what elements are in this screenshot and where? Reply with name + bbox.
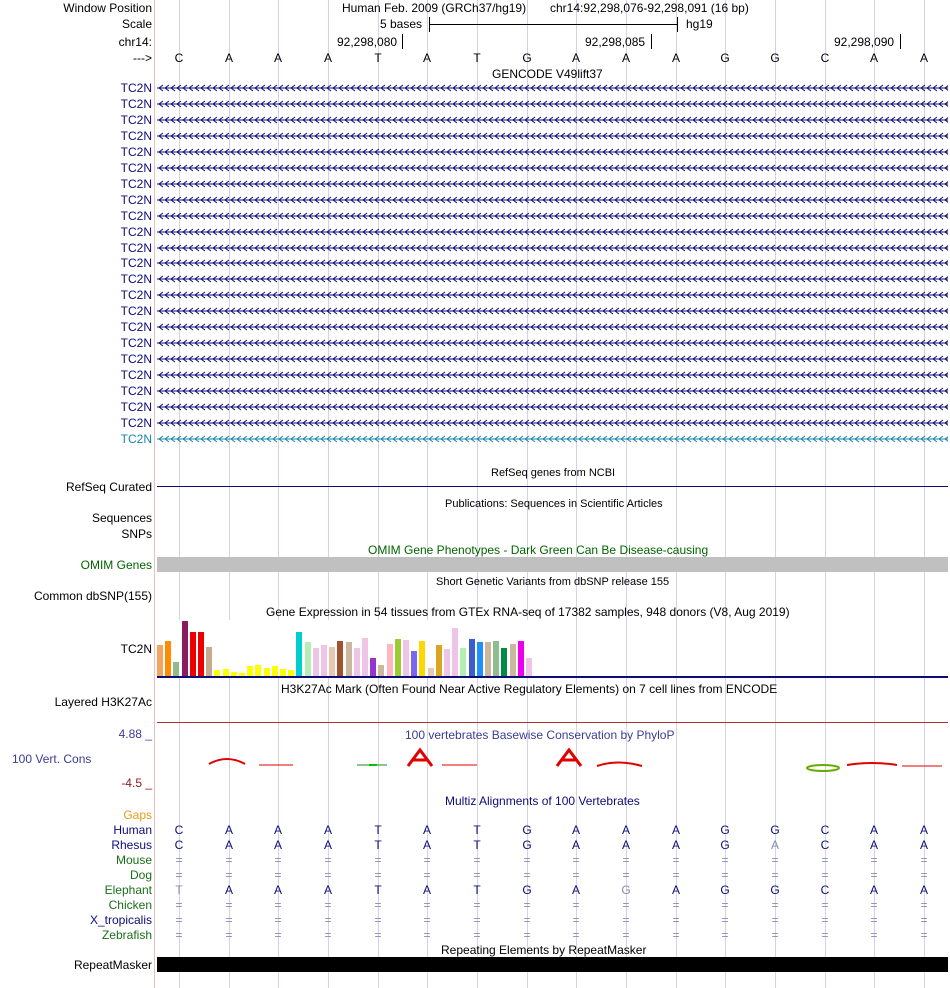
tick-label-1: 92,298,080: [337, 35, 398, 49]
dna-base: G: [720, 51, 730, 65]
gtex-tissue-bar[interactable]: [305, 642, 311, 676]
alignment-base: =: [423, 868, 431, 882]
alignment-base: =: [721, 868, 729, 882]
alignment-base: =: [175, 868, 183, 882]
phylop-peak-2: [408, 750, 432, 766]
alignment-base: =: [324, 868, 332, 882]
alignment-base: =: [672, 868, 680, 882]
alignment-base: A: [919, 823, 928, 837]
phylop-dip-1: [807, 765, 839, 771]
gtex-tissue-bar[interactable]: [329, 647, 335, 676]
alignment-base: =: [175, 853, 183, 867]
tick-mark-2: [651, 34, 652, 49]
gencode-transcript-line[interactable]: [157, 352, 948, 366]
gencode-transcript-line[interactable]: [157, 145, 948, 159]
alignment-base: =: [920, 913, 928, 927]
alignment-base: A: [273, 838, 282, 852]
dna-base: A: [422, 51, 431, 65]
species-label-elephant[interactable]: Elephant: [104, 883, 152, 897]
omim-track-title[interactable]: OMIM Gene Phenotypes - Dark Green Can Be Disease-causing: [368, 543, 709, 557]
alignment-base: =: [622, 913, 630, 927]
gtex-tissue-bar[interactable]: [280, 669, 286, 676]
gtex-tissue-bar[interactable]: [485, 642, 491, 676]
alignment-base: A: [869, 838, 878, 852]
alignment-base: =: [821, 853, 829, 867]
gtex-tissue-bar[interactable]: [493, 641, 499, 676]
alignment-base: A: [571, 823, 580, 837]
gtex-tissue-bar[interactable]: [354, 648, 360, 676]
gencode-transcript-line[interactable]: [157, 129, 948, 143]
dna-base: A: [273, 51, 282, 65]
alignment-base: =: [274, 853, 282, 867]
alignment-base: =: [225, 913, 233, 927]
alignment-base: =: [225, 928, 233, 942]
gencode-transcript-line[interactable]: [157, 368, 948, 382]
gencode-transcript-line[interactable]: [157, 113, 948, 127]
gencode-transcript-line[interactable]: [157, 97, 948, 111]
refseq-label[interactable]: RefSeq Curated: [65, 480, 152, 494]
alignment-base: T: [374, 838, 382, 852]
alignment-base: T: [374, 883, 382, 897]
h3k27ac-label[interactable]: Layered H3K27Ac: [54, 695, 152, 709]
gencode-transcript-line[interactable]: [157, 241, 948, 255]
alignment-base: =: [721, 853, 729, 867]
gtex-tissue-bar[interactable]: [428, 668, 434, 676]
scale-bar-right-tick: [677, 17, 678, 32]
alignment-base: =: [572, 913, 580, 927]
alignment-base: =: [572, 868, 580, 882]
gtex-tissue-bar[interactable]: [444, 649, 450, 676]
alignment-base: =: [870, 898, 878, 912]
alignment-base: =: [920, 928, 928, 942]
gencode-transcript-label[interactable]: TC2N: [120, 177, 152, 191]
gtex-tissue-bar[interactable]: [255, 665, 261, 676]
dna-base: A: [571, 51, 580, 65]
alignment-base: T: [473, 883, 481, 897]
phylop-mark-3: [369, 764, 377, 766]
dna-base: T: [374, 51, 382, 65]
alignment-base: =: [473, 928, 481, 942]
alignment-base: =: [374, 868, 382, 882]
gencode-transcript-label[interactable]: TC2N: [120, 193, 152, 207]
phylop-max-label: 4.88 _: [118, 727, 152, 741]
gencode-transcript-line[interactable]: [157, 384, 948, 398]
gtex-tissue-bar[interactable]: [403, 640, 409, 676]
alignment-base: C: [820, 838, 830, 852]
gtex-tissue-bar[interactable]: [198, 632, 204, 676]
gencode-transcript-line[interactable]: [157, 81, 948, 95]
alignment-base: =: [870, 913, 878, 927]
alignment-base: T: [175, 883, 183, 897]
gtex-tissue-bar[interactable]: [206, 647, 212, 676]
tick-mark-3: [900, 34, 901, 49]
alignment-base: =: [771, 853, 779, 867]
gtex-tissue-bar[interactable]: [272, 666, 278, 676]
dna-base: A: [323, 51, 332, 65]
alignment-base: T: [473, 823, 481, 837]
gencode-transcript-label[interactable]: TC2N: [120, 81, 152, 95]
alignment-base: A: [224, 823, 233, 837]
alignment-base: =: [920, 898, 928, 912]
species-label-dog[interactable]: Dog: [129, 868, 152, 882]
alignment-base: A: [571, 883, 580, 897]
alignment-base: =: [920, 853, 928, 867]
gencode-transcript-line[interactable]: [157, 320, 948, 334]
gencode-transcript-line[interactable]: [157, 256, 948, 270]
dbsnp-label[interactable]: Common dbSNP(155): [33, 589, 152, 603]
phylop-min-label: -4.5 _: [121, 776, 152, 790]
gencode-transcript-line[interactable]: [157, 288, 948, 302]
alignment-base: C: [820, 883, 830, 897]
gtex-tissue-bar[interactable]: [526, 658, 532, 676]
alignment-base: =: [870, 853, 878, 867]
alignment-base: =: [473, 868, 481, 882]
window-position-label: Window Position: [63, 1, 152, 15]
gtex-tissue-bar[interactable]: [378, 665, 384, 676]
alignment-base: =: [473, 898, 481, 912]
alignment-base: =: [821, 928, 829, 942]
alignment-base: =: [423, 913, 431, 927]
gencode-transcript-line[interactable]: [157, 432, 948, 446]
phylop-peak-3: [557, 750, 581, 766]
alignment-base: G: [522, 823, 532, 837]
species-label-chicken[interactable]: Chicken: [108, 898, 152, 912]
gtex-tissue-bar[interactable]: [337, 641, 343, 676]
alignment-base: =: [771, 868, 779, 882]
alignment-base: =: [622, 928, 630, 942]
publications-snps-label[interactable]: SNPs: [121, 527, 152, 541]
alignment-base: =: [771, 913, 779, 927]
alignment-base: A: [571, 838, 580, 852]
gencode-transcript-label[interactable]: TC2N: [120, 241, 152, 255]
alignment-base: =: [324, 853, 332, 867]
alignment-base: =: [622, 898, 630, 912]
gencode-transcript-label[interactable]: TC2N: [120, 432, 152, 446]
assembly-title: Human Feb. 2009 (GRCh37/hg19): [342, 1, 527, 15]
gencode-transcript-line[interactable]: [157, 209, 948, 223]
alignment-base: =: [672, 928, 680, 942]
alignment-base: =: [572, 898, 580, 912]
alignment-base: A: [323, 838, 332, 852]
species-label-mouse[interactable]: Mouse: [115, 853, 152, 867]
dna-base: A: [224, 51, 233, 65]
alignment-base: A: [869, 883, 878, 897]
alignment-base: T: [473, 838, 481, 852]
alignment-base: A: [621, 838, 630, 852]
gtex-tissue-bar[interactable]: [395, 639, 401, 676]
alignment-base: =: [473, 853, 481, 867]
alignment-base: A: [671, 823, 680, 837]
alignment-base: C: [820, 823, 830, 837]
alignment-base: =: [572, 928, 580, 942]
alignment-base: G: [770, 883, 780, 897]
alignment-base: G: [770, 823, 780, 837]
alignment-base: A: [224, 883, 233, 897]
label-divider: [154, 0, 155, 988]
gencode-transcript-line[interactable]: [157, 416, 948, 430]
alignment-base: =: [225, 868, 233, 882]
alignment-base: =: [870, 928, 878, 942]
alignment-base: =: [721, 898, 729, 912]
alignment-base: =: [274, 868, 282, 882]
alignment-base: A: [671, 883, 680, 897]
alignment-base: =: [175, 898, 183, 912]
alignment-base: =: [523, 868, 531, 882]
gtex-tissue-bar[interactable]: [370, 658, 376, 676]
alignment-base: =: [572, 853, 580, 867]
tick-label-2: 92,298,085: [585, 35, 646, 49]
alignment-base: A: [323, 883, 332, 897]
multiz-track-title[interactable]: Multiz Alignments of 100 Vertebrates: [445, 794, 640, 808]
dna-base: A: [869, 51, 878, 65]
alignment-base: =: [870, 868, 878, 882]
phylop-signal[interactable]: [157, 742, 948, 778]
alignment-base: A: [919, 838, 928, 852]
alignment-base: G: [720, 838, 730, 852]
alignment-base: A: [422, 823, 431, 837]
gtex-tissue-bar[interactable]: [182, 621, 188, 676]
scale-label: Scale: [121, 17, 152, 31]
omim-phenotype-bar[interactable]: [157, 557, 948, 572]
gencode-transcript-line[interactable]: [157, 193, 948, 207]
alignment-base: A: [323, 823, 332, 837]
tick-label-3: 92,298,090: [834, 35, 895, 49]
scale-db: hg19: [686, 17, 713, 31]
repeatmasker-track-title[interactable]: Repeating Elements by RepeatMasker: [441, 943, 647, 957]
alignment-base: =: [274, 913, 282, 927]
scale-text: 5 bases: [380, 17, 423, 31]
alignment-base: =: [672, 853, 680, 867]
alignment-base: =: [225, 853, 233, 867]
alignment-base: =: [374, 898, 382, 912]
dna-base: T: [473, 51, 481, 65]
dna-base: G: [522, 51, 532, 65]
h3k27ac-baseline: [157, 722, 948, 723]
gtex-tissue-bar[interactable]: [173, 662, 179, 676]
gtex-tissue-bar[interactable]: [411, 651, 417, 676]
alignment-base: G: [720, 823, 730, 837]
gtex-tissue-bar[interactable]: [346, 642, 352, 676]
alignment-base: G: [720, 883, 730, 897]
alignment-base: C: [174, 823, 184, 837]
alignment-base: =: [324, 898, 332, 912]
alignment-base: =: [622, 853, 630, 867]
alignment-base: =: [672, 913, 680, 927]
alignment-base: A: [224, 838, 233, 852]
alignment-base: =: [374, 853, 382, 867]
alignment-base: =: [771, 898, 779, 912]
phylop-peak-5: [847, 763, 897, 765]
alignment-base: =: [771, 928, 779, 942]
gencode-transcript-label[interactable]: TC2N: [120, 272, 152, 286]
gencode-transcript-line[interactable]: [157, 336, 948, 350]
publications-track-title[interactable]: Publications: Sequences in Scientific Articles: [445, 498, 663, 510]
dna-base: A: [671, 51, 680, 65]
dna-base: A: [919, 51, 928, 65]
alignment-base: =: [423, 853, 431, 867]
position-text[interactable]: chr14:92,298,076-92,298,091 (16 bp): [550, 1, 749, 15]
alignment-base: A: [273, 823, 282, 837]
alignment-base: =: [374, 928, 382, 942]
alignment-base: =: [473, 913, 481, 927]
species-label-x_tropicalis[interactable]: X_tropicalis: [89, 913, 152, 927]
gencode-transcript-line[interactable]: [157, 272, 948, 286]
alignment-base: C: [174, 838, 184, 852]
gtex-tissue-bar[interactable]: [247, 666, 253, 676]
gencode-transcript-label[interactable]: TC2N: [120, 288, 152, 302]
alignment-base: A: [671, 838, 680, 852]
gtex-tissue-bar[interactable]: [223, 669, 229, 676]
alignment-base: =: [274, 928, 282, 942]
gencode-transcript-label[interactable]: TC2N: [120, 320, 152, 334]
scale-bar: [429, 24, 677, 25]
gtex-tissue-bar[interactable]: [165, 641, 171, 676]
alignment-base: =: [324, 928, 332, 942]
alignment-base: =: [821, 913, 829, 927]
alignment-base: A: [869, 823, 878, 837]
gtex-tissue-bar[interactable]: [501, 648, 507, 676]
gencode-transcript-label[interactable]: TC2N: [120, 352, 152, 366]
alignment-base: =: [523, 928, 531, 942]
alignment-base: =: [423, 898, 431, 912]
gtex-track-title[interactable]: Gene Expression in 54 tissues from GTEx RNA-seq of 17382 samples, 948 donors (V8, Aug 2019): [266, 605, 790, 619]
repeatmasker-bar[interactable]: [157, 957, 948, 972]
gtex-tissue-bar[interactable]: [313, 648, 319, 676]
phylop-peak-4: [597, 763, 642, 767]
alignment-base: A: [273, 883, 282, 897]
gencode-transcript-label[interactable]: TC2N: [120, 161, 152, 175]
alignment-base: =: [324, 913, 332, 927]
dna-base: C: [174, 51, 184, 65]
alignment-base: =: [374, 913, 382, 927]
gencode-transcript-label[interactable]: TC2N: [120, 400, 152, 414]
h3k27ac-track-title[interactable]: H3K27Ac Mark (Often Found Near Active Regulatory Elements) on 7 cell lines from ENCODE: [281, 682, 778, 696]
gencode-transcript-line[interactable]: [157, 304, 948, 318]
alignment-base: =: [622, 868, 630, 882]
gencode-transcript-label[interactable]: TC2N: [120, 336, 152, 350]
gencode-transcript-line[interactable]: [157, 225, 948, 239]
alignment-base: T: [374, 823, 382, 837]
gencode-transcript-label[interactable]: TC2N: [120, 416, 152, 430]
species-label-zebrafish[interactable]: Zebrafish: [101, 928, 152, 942]
gtex-tissue-bar[interactable]: [321, 645, 327, 676]
alignment-base: =: [721, 928, 729, 942]
alignment-base: =: [423, 928, 431, 942]
gencode-transcript-line[interactable]: [157, 400, 948, 414]
dna-base: A: [621, 51, 630, 65]
refseq-track-title[interactable]: RefSeq genes from NCBI: [491, 467, 616, 479]
species-label-human[interactable]: Human: [113, 823, 152, 837]
gencode-transcript-label[interactable]: TC2N: [120, 256, 152, 270]
strand-label: --->: [133, 51, 152, 65]
gtex-baseline: [157, 676, 948, 678]
gtex-tissue-bar[interactable]: [477, 642, 483, 676]
gencode-transcript-label[interactable]: TC2N: [120, 209, 152, 223]
alignment-base: =: [821, 868, 829, 882]
repeatmasker-label[interactable]: RepeatMasker: [73, 958, 152, 972]
gtex-gene-label[interactable]: TC2N: [120, 642, 152, 656]
gtex-tissue-bar[interactable]: [518, 641, 524, 676]
alignment-base: G: [522, 838, 532, 852]
publications-sequences-label[interactable]: Sequences: [91, 511, 152, 525]
dbsnp-track-title[interactable]: Short Genetic Variants from dbSNP release 155: [436, 576, 670, 588]
phylop-track-title[interactable]: 100 vertebrates Basewise Conservation by PhyloP: [405, 728, 675, 742]
alignment-base: =: [523, 898, 531, 912]
phylop-peak-1: [209, 759, 245, 764]
chrom-label: chr14:: [118, 35, 152, 49]
gencode-transcript-label[interactable]: TC2N: [120, 129, 152, 143]
gencode-transcript-label[interactable]: TC2N: [120, 368, 152, 382]
alignment-base: =: [523, 853, 531, 867]
gencode-transcript-label[interactable]: TC2N: [120, 113, 152, 127]
alignment-base: =: [821, 898, 829, 912]
gencode-transcript-label[interactable]: TC2N: [120, 384, 152, 398]
alignment-base: A: [422, 883, 431, 897]
scale-bar-left-tick: [429, 17, 430, 32]
alignment-base: =: [672, 898, 680, 912]
dna-base: G: [770, 51, 780, 65]
alignment-base: =: [175, 913, 183, 927]
gtex-tissue-bar[interactable]: [157, 645, 163, 676]
gtex-tissue-bar[interactable]: [460, 648, 466, 676]
alignment-base: =: [721, 913, 729, 927]
omim-label[interactable]: OMIM Genes: [80, 558, 152, 572]
gtex-tissue-bar[interactable]: [362, 638, 368, 676]
gencode-transcript-line[interactable]: [157, 161, 948, 175]
gtex-tissue-bar[interactable]: [387, 644, 393, 676]
alignment-base: A: [919, 883, 928, 897]
gtex-tissue-bar[interactable]: [419, 641, 425, 676]
gencode-transcript-label[interactable]: TC2N: [120, 97, 152, 111]
refseq-gene-line[interactable]: [157, 486, 948, 487]
tick-mark-1: [402, 34, 403, 49]
dna-base: C: [820, 51, 830, 65]
alignment-base: =: [920, 868, 928, 882]
alignment-base: =: [274, 898, 282, 912]
alignment-base: A: [422, 838, 431, 852]
gtex-tissue-bar[interactable]: [510, 644, 516, 676]
gaps-label[interactable]: Gaps: [123, 808, 152, 822]
alignment-base: =: [523, 913, 531, 927]
gencode-track-title[interactable]: GENCODE V49lift37: [492, 67, 603, 81]
gencode-transcript-label[interactable]: TC2N: [120, 145, 152, 159]
gtex-tissue-bar[interactable]: [190, 632, 196, 676]
alignment-base: G: [522, 883, 532, 897]
gtex-tissue-bar[interactable]: [469, 639, 475, 676]
gencode-transcript-line[interactable]: [157, 177, 948, 191]
gencode-transcript-label[interactable]: TC2N: [120, 304, 152, 318]
species-label-rhesus[interactable]: Rhesus: [111, 838, 152, 852]
alignment-base: A: [621, 823, 630, 837]
gtex-tissue-bar[interactable]: [296, 632, 302, 676]
gencode-transcript-label[interactable]: TC2N: [120, 225, 152, 239]
gtex-tissue-bar[interactable]: [436, 645, 442, 676]
phylop-track-label[interactable]: 100 Vert. Cons: [12, 752, 92, 766]
gtex-tissue-bar[interactable]: [264, 668, 270, 676]
gtex-tissue-bar[interactable]: [452, 628, 458, 676]
alignment-base: =: [225, 898, 233, 912]
alignment-base: =: [175, 928, 183, 942]
alignment-base: A: [770, 838, 779, 852]
alignment-base: G: [621, 883, 631, 897]
